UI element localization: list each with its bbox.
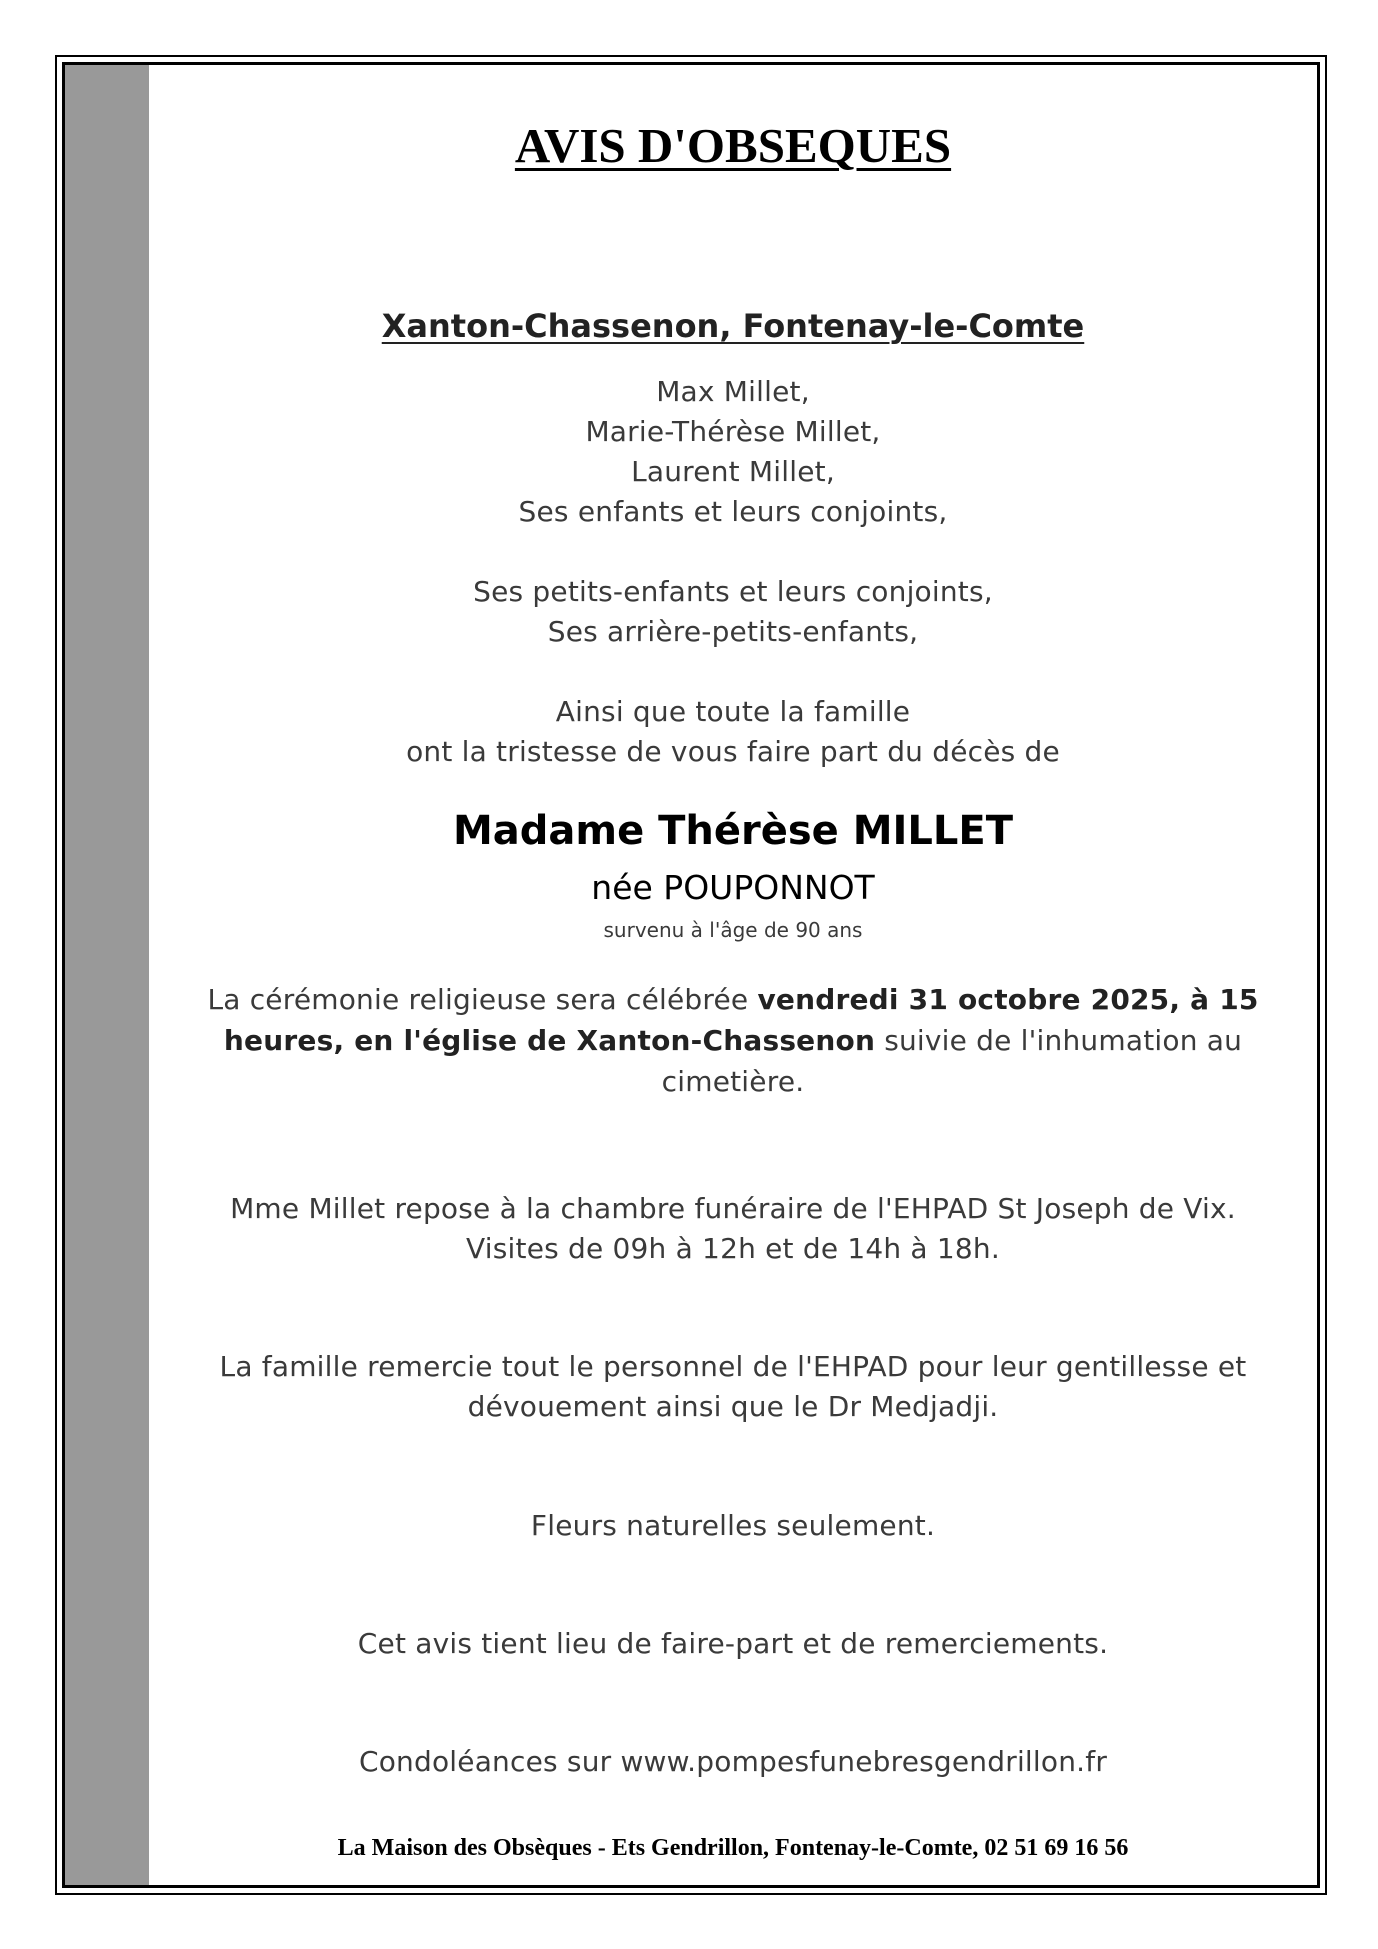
location-heading: Xanton-Chassenon, Fontenay-le-Comte [381,307,1085,345]
notice-content [149,65,1317,1885]
deceased-age: survenu à l'âge de 90 ans [603,918,863,942]
footer-funeral-home: La Maison des Obsèques - Ets Gendrillon, Fontenay-le-Comte, 02 51 69 16 56 [337,1835,1129,1861]
family-line: Ses petits-enfants et leurs conjoints, [473,575,993,608]
ceremony-line [149,1024,1317,1057]
deceased-maiden-name: née POUPONNOT [591,868,875,907]
rest-line: Visites de 09h à 12h et de 14h à 18h. [466,1232,1000,1265]
family-line: Marie-Thérèse Millet, [585,415,881,448]
family-line: Ses enfants et leurs conjoints, [518,495,948,528]
family-line: Ses arrière-petits-enfants, [547,615,919,648]
ceremony-intro: La cérémonie religieuse sera célébrée [207,983,758,1016]
rest-line: Mme Millet repose à la chambre funéraire de l'EHPAD St Joseph de Vix. [230,1192,1236,1225]
deceased-name: Madame Thérèse MILLET [452,808,1014,854]
ceremony-line: cimetière. [661,1065,805,1098]
side-bar [65,65,149,1885]
ceremony-line [149,983,1317,1016]
thanks-line: La famille remercie tout le personnel de l'EHPAD pour leur gentillesse et [219,1350,1247,1383]
family-line: Max Millet, [656,375,810,408]
notice-note: Cet avis tient lieu de faire-part et de remerciements. [357,1627,1109,1660]
announce-line: Ainsi que toute la famille [555,695,911,728]
ceremony-date: vendredi 31 octobre 2025, à 15 [757,983,1259,1016]
condolences-note: Condoléances sur www.pompesfunebresgendrillon.fr [358,1745,1108,1778]
thanks-line: dévouement ainsi que le Dr Medjadji. [467,1390,999,1423]
flowers-note: Fleurs naturelles seulement. [530,1509,936,1542]
ceremony-place: heures, en l'église de Xanton-Chassenon [223,1024,876,1057]
announce-line: ont la tristesse de vous faire part du décès de [406,735,1060,768]
family-line: Laurent Millet, [631,455,835,488]
page-title: AVIS D'OBSEQUES [514,118,952,173]
ceremony-after: suivie de l'inhumation au [875,1024,1243,1057]
